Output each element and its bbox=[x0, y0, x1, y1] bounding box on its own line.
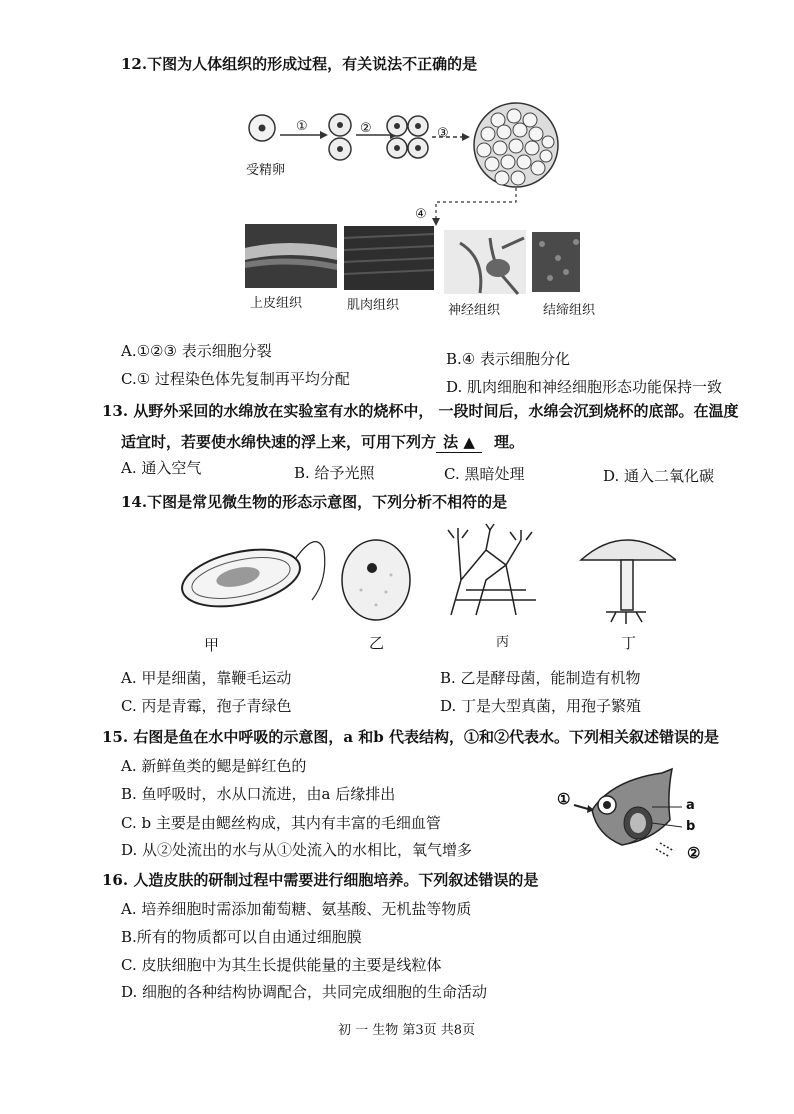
water-in-label: ① bbox=[557, 790, 571, 808]
nerve-tissue-image bbox=[444, 230, 526, 294]
q13-stem-line1: 13. 从野外采回的水绵放在实验室有水的烧杯中， 一段时间后，水绵会沉到烧杯的底部。在温度 bbox=[102, 402, 739, 420]
cell-mass bbox=[474, 103, 558, 187]
structure-a-label: a bbox=[686, 798, 695, 813]
q15-stem: 15. 右图是鱼在水中呼吸的示意图，a 和b 代表结构，①和②代表水。下列相关叙述错误的是 bbox=[102, 728, 719, 746]
q12-option-d: D. 肌肉细胞和神经细胞形态功能保持一致 bbox=[446, 378, 723, 396]
step-label-3: ③ bbox=[437, 126, 449, 141]
tissue-label-muscle: 肌肉组织 bbox=[347, 298, 400, 313]
step-label-2: ② bbox=[360, 121, 372, 136]
label-ding: 丁 bbox=[621, 634, 637, 652]
step-label-4: ④ bbox=[415, 207, 427, 222]
structure-b-label: b bbox=[686, 819, 696, 834]
q15-option-c: C. b 主要是由鳃丝构成，其内有丰富的毛细血管 bbox=[121, 814, 441, 832]
microorganism-diagram bbox=[176, 520, 676, 630]
page-footer: 初 一 生物 第3页 共8页 bbox=[338, 1023, 476, 1038]
mushroom-drawing bbox=[581, 540, 676, 624]
label-yi: 乙 bbox=[369, 634, 385, 652]
q14-option-d: D. 丁是大型真菌，用孢子繁殖 bbox=[440, 697, 642, 715]
q16-option-c: C. 皮肤细胞中为其生长提供能量的主要是线粒体 bbox=[121, 956, 442, 974]
q13-stem-line2-pre: 适宜时，若要使水绵快速的浮上来，可用下列方 bbox=[121, 433, 437, 451]
q16-stem: 16. 人造皮肤的研制过程中需要进行细胞培养。下列叙述错误的是 bbox=[102, 871, 539, 889]
step-label-1: ① bbox=[296, 119, 308, 134]
two-cell-stage bbox=[329, 114, 351, 160]
q12-option-a: A.①②③ 表示细胞分裂 bbox=[121, 342, 272, 360]
q13-option-c: C. 黑暗处理 bbox=[444, 465, 525, 483]
water-out-label: ② bbox=[687, 844, 701, 862]
yeast-drawing bbox=[342, 540, 410, 620]
tissue-label-nerve: 神经组织 bbox=[448, 303, 501, 318]
epithelial-tissue-image bbox=[245, 224, 337, 288]
q13-stem-line2 bbox=[121, 432, 524, 453]
q14-option-c: C. 丙是青霉，孢子青绿色 bbox=[121, 697, 292, 715]
answer-blank: 法 ▲ bbox=[436, 432, 482, 453]
fertilized-egg-label: 受精卵 bbox=[246, 163, 286, 178]
q15-option-a: A. 新鲜鱼类的鳃是鲜红色的 bbox=[121, 757, 307, 775]
tissue-label-connective: 结缔组织 bbox=[543, 303, 596, 318]
q15-option-d: D. 从②处流出的水与从①处流入的水相比，氧气增多 bbox=[121, 841, 473, 859]
q13-option-b: B. 给予光照 bbox=[294, 464, 375, 482]
q16-option-b: B.所有的物质都可以自由通过细胞膜 bbox=[121, 928, 362, 946]
q15-option-b: B. 鱼呼吸时，水从口流进，由a 后缘排出 bbox=[121, 785, 396, 803]
tissue-formation-diagram bbox=[240, 98, 580, 298]
connective-tissue-image bbox=[532, 232, 580, 292]
q12-stem: 12.下图为人体组织的形成过程，有关说法不正确的是 bbox=[121, 55, 478, 73]
q14-option-b: B. 乙是酵母菌，能制造有机物 bbox=[440, 669, 641, 687]
q13-option-d: D. 通入二氧化碳 bbox=[603, 467, 715, 485]
label-bing: 丙 bbox=[496, 635, 510, 650]
q13-option-a: A. 通入空气 bbox=[121, 459, 202, 477]
q16-option-d: D. 细胞的各种结构协调配合，共同完成细胞的生命活动 bbox=[121, 983, 488, 1001]
q14-stem: 14.下图是常见微生物的形态示意图，下列分析不相符的是 bbox=[121, 493, 508, 511]
penicillium-drawing bbox=[448, 524, 536, 615]
q12-option-c: C.① 过程染色体先复制再平均分配 bbox=[121, 370, 350, 388]
fertilized-egg-cell bbox=[249, 115, 275, 141]
q16-option-a: A. 培养细胞时需添加葡萄糖、氨基酸、无机盐等物质 bbox=[121, 900, 472, 918]
q12-option-b: B.④ 表示细胞分化 bbox=[446, 350, 571, 368]
label-jia: 甲 bbox=[204, 636, 220, 654]
q13-stem-line2-post: 理。 bbox=[494, 433, 525, 451]
bacterium-drawing bbox=[177, 540, 325, 616]
muscle-tissue-image bbox=[344, 226, 434, 290]
q14-option-a: A. 甲是细菌，靠鞭毛运动 bbox=[121, 669, 292, 687]
tissue-label-epithelial: 上皮组织 bbox=[250, 296, 303, 311]
